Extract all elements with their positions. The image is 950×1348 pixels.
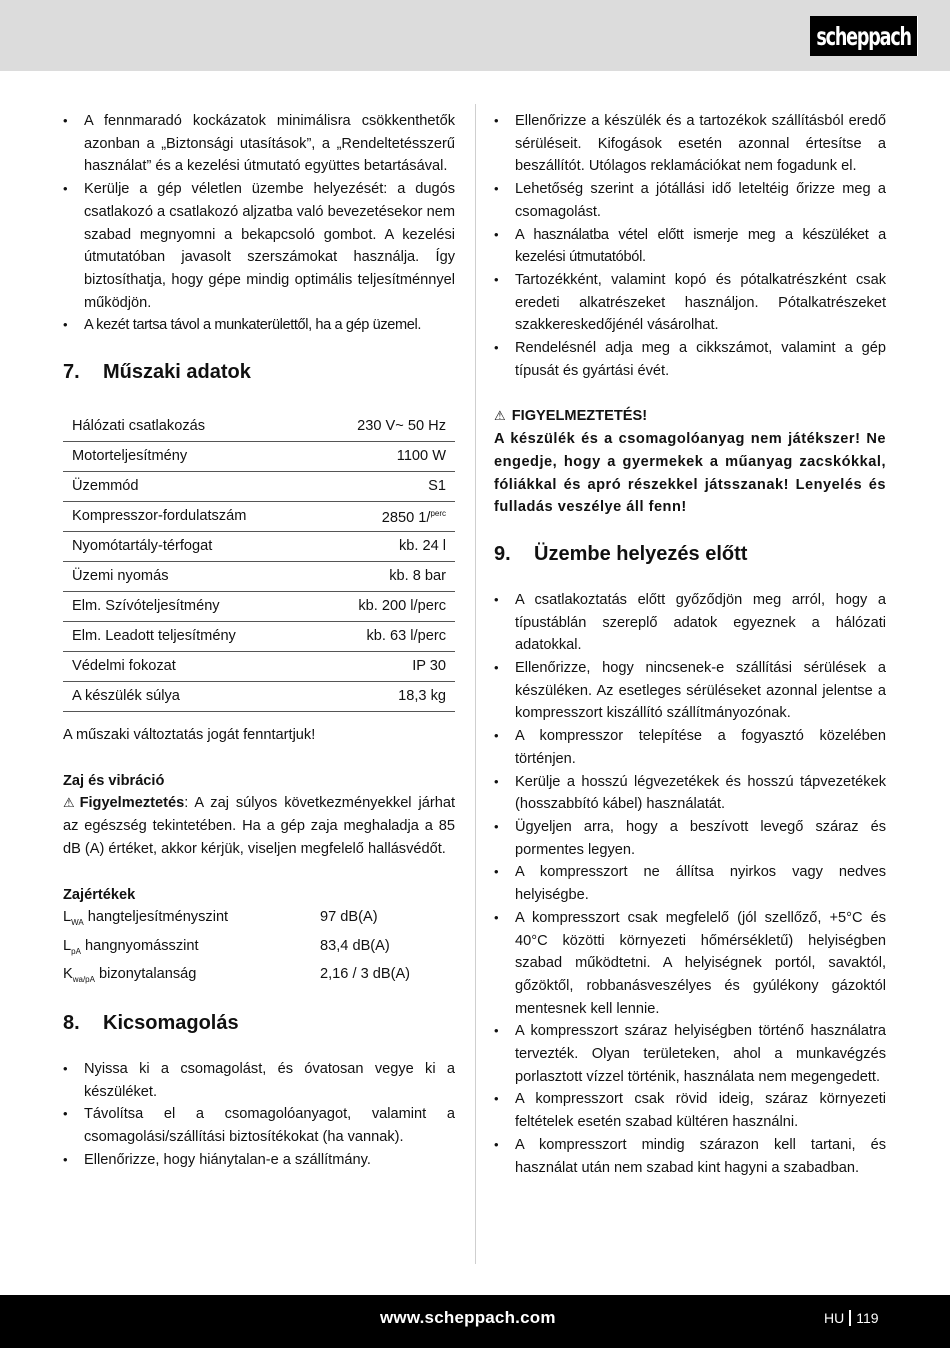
spec-value: 18,3 kg <box>315 682 455 712</box>
spec-value: 1100 W <box>315 442 455 472</box>
section-title: Műszaki adatok <box>103 361 251 384</box>
website-link[interactable]: www.scheppach.com <box>380 1308 556 1327</box>
spec-label: Elm. Szívóteljesítmény <box>63 592 315 622</box>
setup-bullet-list <box>494 589 886 1179</box>
section-9-heading <box>494 541 886 567</box>
noise-symbol: K <box>63 966 73 983</box>
table-row <box>63 502 455 532</box>
noise-label <box>63 935 320 964</box>
noise-heading: Zaj és vibráció <box>63 772 165 789</box>
spec-label: A készülék súlya <box>63 682 315 712</box>
spec-value: kb. 63 l/perc <box>315 622 455 652</box>
warning-triangle-icon: ⚠ <box>494 408 506 424</box>
list-item: • Ellenőrizze, hogy nincsenek-e szállítási sérülések a készüléken. Az esetleges sérüléseket azonnal jelentse a kompresszort kiszállító szállítmányozónak. <box>494 657 886 725</box>
spec-label: Motorteljesítmény <box>63 442 315 472</box>
spec-value: IP 30 <box>315 652 455 682</box>
list-item: • Rendelésnél adja meg a cikkszámot, valamint a gép típusát és gyártási évét. <box>494 337 886 382</box>
list-item: • A fennmaradó kockázatok minimálisra csökkenthetők azonban a „Biztonsági utasítások”, a „Rendeltetésszerű használat” és a kezelési útmutató együttes betartásával. <box>63 110 455 178</box>
section-number: 7. <box>63 361 80 384</box>
page-number: 119 <box>856 1310 879 1326</box>
section-number: 8. <box>63 1012 80 1035</box>
noise-value-row <box>63 935 455 964</box>
list-item: • A használatba vétel előtt ismerje meg a készüléket a kezelési útmutatóból. <box>494 224 886 269</box>
list-item: • A kompresszort száraz helyiségben történő használatra tervezték. Olyan területeken, ahol a munkavégzés porlasztott vízzel történik, használata nem megengedett. <box>494 1020 886 1088</box>
spec-label: Védelmi fokozat <box>63 652 315 682</box>
noise-values-list <box>63 906 455 992</box>
noise-symbol-sub: WA <box>71 918 84 928</box>
spec-label: Kompresszor-fordulatszám <box>63 502 315 532</box>
page-header <box>0 0 950 71</box>
page-indicator <box>824 1310 879 1326</box>
warning-box <box>494 405 886 519</box>
spec-value: kb. 8 bar <box>315 562 455 592</box>
warning-triangle-icon: ⚠ <box>63 795 78 811</box>
noise-label-text: hangnyomásszint <box>80 937 199 954</box>
separator-bar <box>849 1310 851 1326</box>
list-item: • Kerülje a gép véletlen üzembe helyezését: a dugós csatlakozó a csatlakozó aljzatba való bevezetésekor nem szabad megnyomni a bekapcsoló gombot. A kezelési útmutatóban javasolt szerszámokat használja. Így biztosíthatja, hogy gépe mindig optimális teljesítménnyel működjön. <box>63 178 455 314</box>
noise-symbol-sub: pA <box>71 946 81 956</box>
noise-value: 97 dB(A) <box>320 909 378 926</box>
noise-value: 2,16 / 3 dB(A) <box>320 966 411 983</box>
list-item: • Ügyeljen arra, hogy a beszívott levegő száraz és pormentes legyen. <box>494 816 886 861</box>
noise-warning-text: : A zaj súlyos következményekkel járhat az egészség tekintetében. Ha a gép zaja meghaladja a 85 dB (A) értéket, akkor kérjük, viseljen megfelelő hallásvédőt. <box>63 795 456 857</box>
list-item: • Ellenőrizze a készülék és a tartozékok szállításból eredő sérüléseit. Kifogások esetén azonnal értesítse a beszállítót. Utólagos reklamációkat nem fogadunk el. <box>494 110 886 178</box>
spec-value: S1 <box>315 472 455 502</box>
warning-text: A készülék és a csomagolóanyag nem játékszer! Ne engedje, hogy a gyermekek a műanyag zacskókkal, fóliákkal és apró részekkel játsszanak! Lenyelés és fulladás veszélye áll fenn! <box>494 431 886 516</box>
list-item: • Tartozékként, valamint kopó és pótalkatrészként csak eredeti alkatrészeket használjon. Pótalkatrészeket szakkereskedőjénél vásárolhat. <box>494 269 886 337</box>
warning-title-row <box>494 405 886 428</box>
table-row <box>63 411 455 442</box>
list-item: • Nyissa ki a csomagolást, és óvatosan vegye ki a készüléket. <box>63 1058 455 1103</box>
spec-table <box>63 411 455 712</box>
logo-text: scheppach <box>816 21 911 51</box>
table-row <box>63 442 455 472</box>
right-column <box>494 110 886 1179</box>
spec-value: 230 V~ 50 Hz <box>315 411 455 442</box>
noise-warning-label: Figyelmeztetés <box>79 795 185 812</box>
spec-label: Elm. Leadott teljesítmény <box>63 622 315 652</box>
spec-value-unit: perc <box>430 509 446 519</box>
left-column <box>63 110 455 1172</box>
spec-label: Üzemmód <box>63 472 315 502</box>
table-row <box>63 562 455 592</box>
language-code: HU <box>824 1310 845 1326</box>
noise-values-heading: Zajértékek <box>63 886 136 903</box>
section-number: 9. <box>494 542 511 565</box>
noise-symbol-sub: wa/pA <box>72 975 95 985</box>
section-title: Üzembe helyezés előtt <box>534 542 748 565</box>
spec-value: kb. 24 l <box>315 532 455 562</box>
intro-bullet-list <box>63 110 455 337</box>
list-item: • Kerülje a hosszú légvezetékek és hosszú tápvezetékek (hosszabbító kábel) használatát. <box>494 771 886 816</box>
list-item: • Távolítsa el a csomagolóanyagot, valamint a csomagolási/szállítási biztosítékokat (ha vannak). <box>63 1103 455 1148</box>
noise-label <box>63 906 320 935</box>
spec-value <box>315 502 455 532</box>
table-row <box>63 682 455 712</box>
warning-title: FIGYELMEZTETÉS! <box>511 408 648 425</box>
page-footer <box>0 1295 950 1348</box>
noise-warning <box>63 792 455 860</box>
disclaimer-text: A műszaki változtatás jogát fenntartjuk! <box>63 727 316 744</box>
list-item: • A kompresszort mindig szárazon kell tartani, és használat után nem szabad kint hagyni a szabadban. <box>494 1134 886 1179</box>
list-item: • A kompresszort csak megfelelő (jól szellőző, +5°C és 40°C közötti környezeti hőmérsékletű) helyiségben szabad működtetni. A helyiségnek portól, savaktól, gőzöktől, robbanásveszélyes és gyúlékony gázoktól mentesnek kell lennie. <box>494 907 886 1021</box>
table-row <box>63 652 455 682</box>
spec-value-number: 2850 1/ <box>381 510 431 527</box>
noise-label-text: hangteljesítményszint <box>83 909 229 926</box>
column-divider <box>475 104 476 1264</box>
noise-value-row <box>63 963 455 992</box>
table-row <box>63 472 455 502</box>
top-bullet-list <box>494 110 886 382</box>
table-row <box>63 622 455 652</box>
noise-value-row <box>63 906 455 935</box>
table-row <box>63 532 455 562</box>
section-title: Kicsomagolás <box>103 1012 239 1035</box>
table-row <box>63 592 455 622</box>
section-8-heading <box>63 1010 455 1036</box>
section-7-heading <box>63 359 455 385</box>
list-item: • A kompresszort csak rövid ideig, száraz környezeti feltételek esetén szabad kültéren használni. <box>494 1088 886 1133</box>
unpacking-bullet-list <box>63 1058 455 1172</box>
noise-label-text: bizonytalanság <box>94 966 197 983</box>
list-item: • A csatlakoztatás előtt győződjön meg arról, hogy a típustáblán szereplő adatok egyeznek a hálózati adatokkal. <box>494 589 886 657</box>
spec-label: Nyomótartály-térfogat <box>63 532 315 562</box>
noise-label <box>63 963 320 992</box>
noise-symbol: L <box>63 909 72 926</box>
spec-label: Üzemi nyomás <box>63 562 315 592</box>
noise-value: 83,4 dB(A) <box>320 937 390 954</box>
list-item: • A kezét tartsa távol a munkaterülettől, ha a gép üzemel. <box>63 314 455 337</box>
scheppach-logo <box>810 16 918 56</box>
noise-symbol: L <box>63 937 72 954</box>
list-item: • Lehetőség szerint a jótállási idő leteltéig őrizze meg a csomagolást. <box>494 178 886 223</box>
spec-value: kb. 200 l/perc <box>315 592 455 622</box>
spec-label: Hálózati csatlakozás <box>63 411 315 442</box>
list-item: • Ellenőrizze, hogy hiánytalan-e a szállítmány. <box>63 1149 455 1172</box>
list-item: • A kompresszort ne állítsa nyirkos vagy nedves helyiségbe. <box>494 861 886 906</box>
list-item: • A kompresszor telepítése a fogyasztó közelében történjen. <box>494 725 886 770</box>
